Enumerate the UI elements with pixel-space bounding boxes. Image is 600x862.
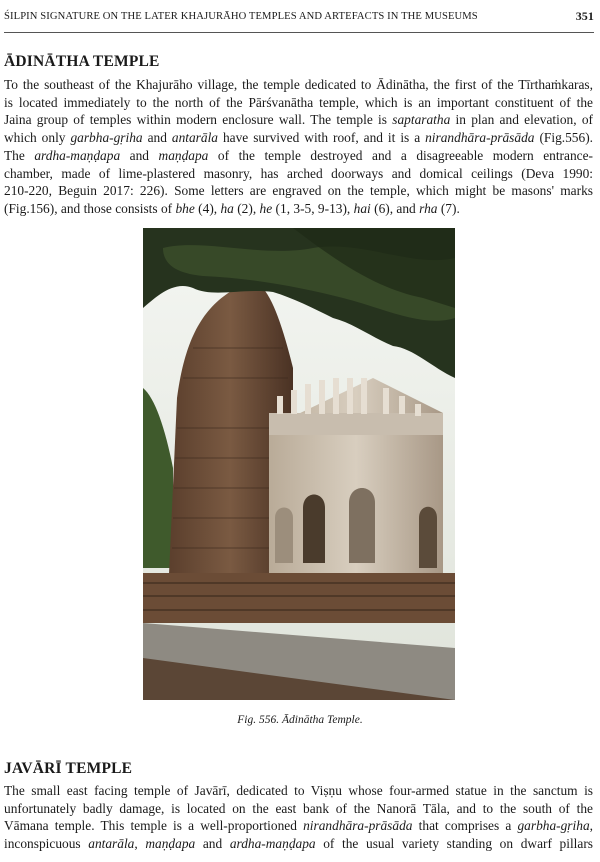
italic-term: ardha-maṇḍapa bbox=[229, 836, 316, 852]
text-line bbox=[4, 94, 593, 112]
running-header bbox=[4, 8, 594, 28]
text-run: The bbox=[4, 147, 35, 163]
text-run: 210-220, Beguin 2017: 226). Some letters are engraved on the temple, which might be masons' marks bbox=[4, 183, 593, 199]
text-run: (Fig.156), and those consists of bbox=[4, 200, 176, 216]
text-line bbox=[4, 165, 593, 183]
italic-term: rha bbox=[419, 200, 438, 216]
text-run: (4), bbox=[194, 200, 221, 216]
text-line bbox=[4, 111, 593, 129]
italic-term: antarāla bbox=[171, 130, 219, 146]
italic-term: nirandhāra-prāsāda bbox=[303, 818, 413, 834]
text-run: of the usual variety standing on dwarf pillars bbox=[315, 836, 594, 852]
section-heading-javari: JAVĀRĪ TEMPLE bbox=[4, 760, 133, 777]
italic-term: ardha-maṇḍapa bbox=[34, 147, 121, 163]
text-run: which only bbox=[4, 130, 71, 146]
italic-term: antarāla bbox=[88, 836, 135, 852]
text-line bbox=[4, 129, 593, 147]
section-heading-adinatha: ĀDINĀTHA TEMPLE bbox=[4, 53, 160, 70]
text-run: , bbox=[134, 836, 146, 852]
figure-caption: Fig. 556. Ādinātha Temple. bbox=[237, 714, 363, 726]
paragraph-adinatha bbox=[4, 76, 593, 218]
text-run: (6), and bbox=[370, 200, 420, 216]
text-run: To the southeast of the Khajurāho village, the temple dedicated to Ādinātha, the first of the Tīrthaṁkaras, bbox=[4, 77, 593, 92]
italic-term: ha bbox=[220, 200, 234, 216]
paragraph-javari bbox=[4, 782, 593, 853]
italic-term: nirandhāra-prāsāda bbox=[425, 130, 535, 146]
header-rule bbox=[4, 32, 594, 33]
text-run: and bbox=[142, 130, 172, 146]
text-run: unfortunately badly damage, is located on the east bank of the Nanorā Tāla, and to the south of the bbox=[4, 800, 593, 816]
italic-term: maṇḍapa bbox=[145, 836, 196, 852]
italic-term: garbha-gṛiha bbox=[517, 818, 590, 834]
page-number: 351 bbox=[575, 9, 594, 23]
italic-term: hai bbox=[353, 200, 371, 216]
text-run: , bbox=[589, 818, 593, 834]
text-run: of the temple destroyed and a disagreeable modern entrance- bbox=[208, 147, 593, 163]
italic-term: he bbox=[259, 200, 273, 216]
text-line bbox=[4, 200, 593, 218]
italic-term: garbha-gṛiha bbox=[70, 130, 143, 146]
text-run: and bbox=[120, 147, 159, 163]
text-run: Vāmana temple. This temple is a well-proportioned bbox=[4, 818, 304, 834]
text-run: (1, 3-5, 9-13), bbox=[272, 200, 354, 216]
text-line bbox=[4, 76, 593, 94]
italic-term: saptaratha bbox=[392, 112, 451, 128]
text-run: have survived with roof, and it is a bbox=[218, 130, 426, 146]
text-run: is located immediately to the north of the Pārśvanātha temple, which is an important constituent of the bbox=[4, 94, 593, 110]
text-run: The small east facing temple of Javārī, dedicated to Viṣṇu whose four-armed statue in the sanctum is bbox=[4, 783, 593, 798]
text-line bbox=[4, 817, 593, 835]
text-run: chamber, made of lime-plastered masonry, has arched doorways and domical ceilings (Deva 1990: bbox=[4, 165, 593, 181]
text-run: in plan and elevation, of bbox=[450, 112, 593, 128]
text-run: inconspicuous bbox=[4, 836, 89, 852]
adinatha-temple-photo bbox=[143, 228, 455, 700]
italic-term: maṇḍapa bbox=[158, 147, 209, 163]
text-line bbox=[4, 835, 593, 853]
text-run: that comprises a bbox=[412, 818, 518, 834]
text-run: Jaina group of temples within modern enclosure wall. The temple is bbox=[4, 112, 393, 128]
running-title: ŚILPIN SIGNATURE ON THE LATER KHAJURĀHO TEMPLES AND ARTEFACTS IN THE MUSEUMS bbox=[4, 11, 478, 22]
text-run: and bbox=[195, 836, 230, 852]
text-run: (2), bbox=[233, 200, 260, 216]
text-run: (Fig.556). bbox=[534, 130, 594, 146]
text-line bbox=[4, 182, 593, 200]
text-line bbox=[4, 800, 593, 818]
text-run: (7). bbox=[437, 200, 460, 216]
text-line bbox=[4, 147, 593, 165]
italic-term: bhe bbox=[175, 200, 195, 216]
text-line bbox=[4, 782, 593, 800]
